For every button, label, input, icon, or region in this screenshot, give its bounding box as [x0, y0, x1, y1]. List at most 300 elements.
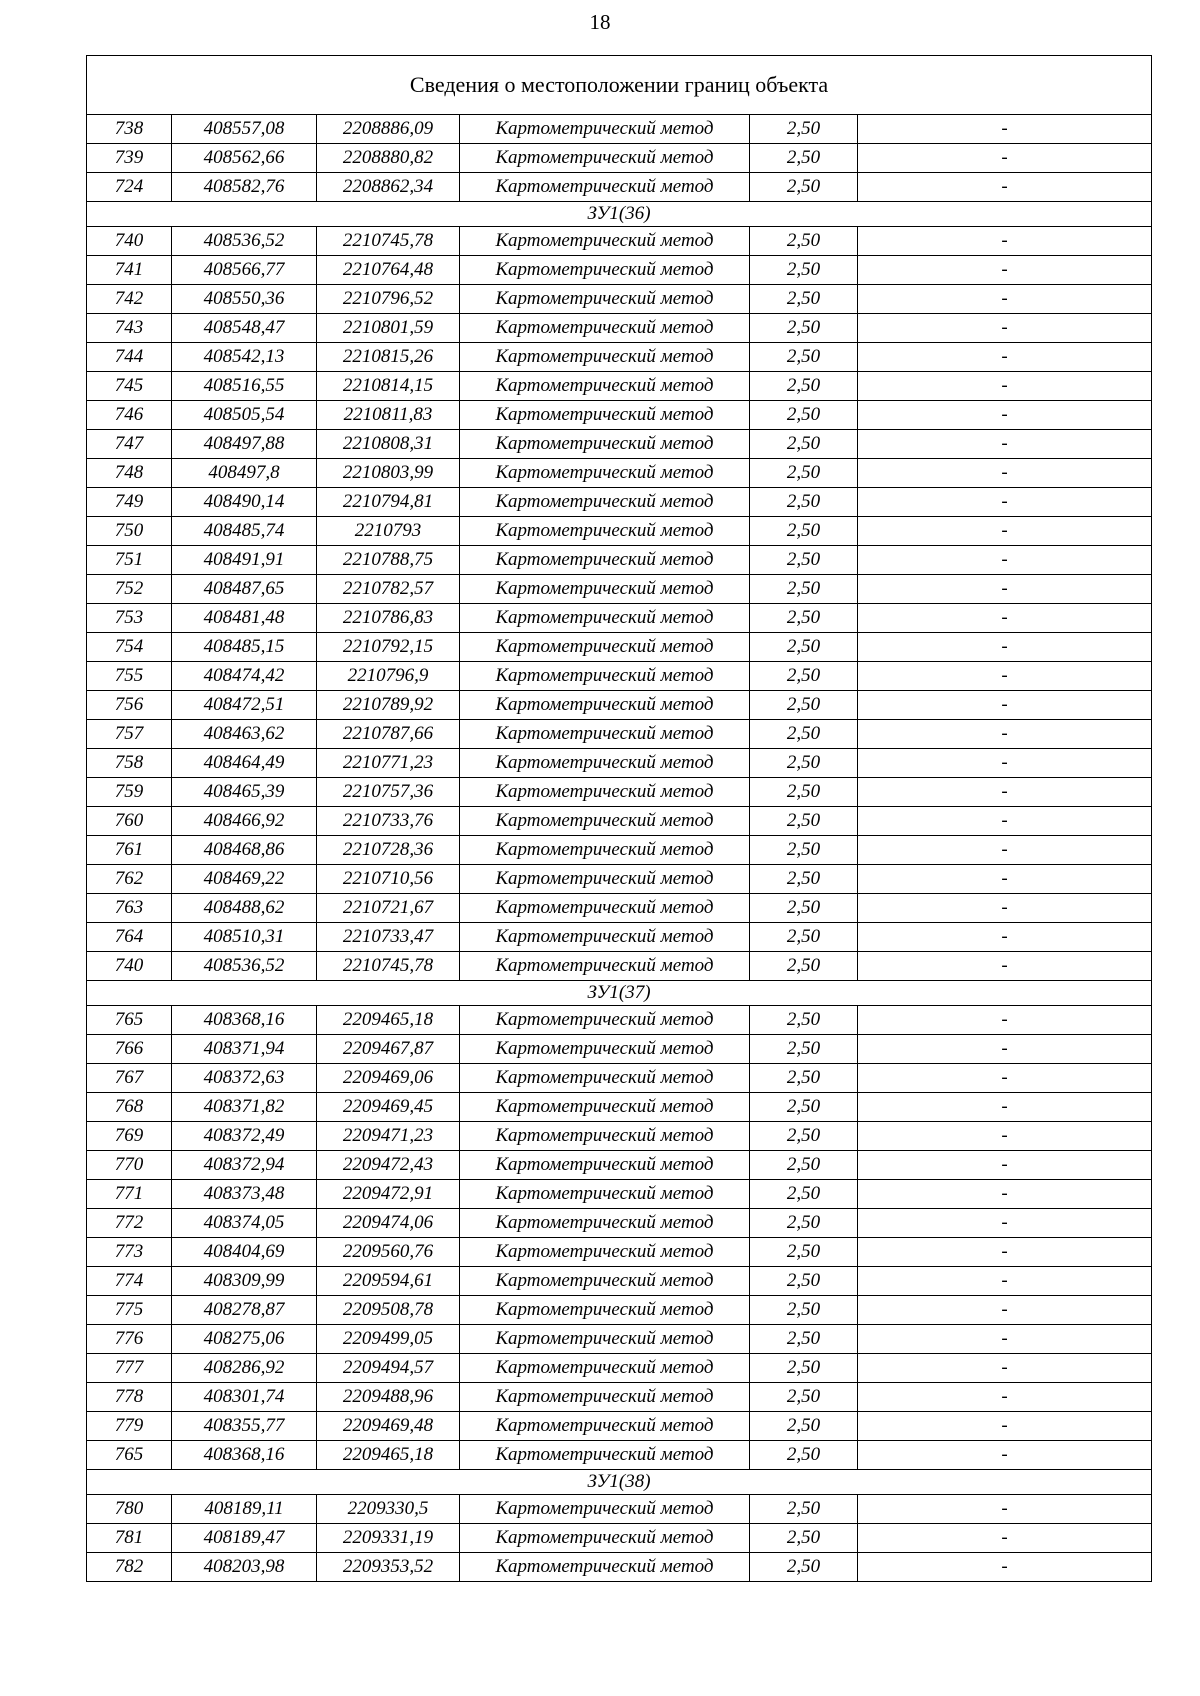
accuracy-cell: 2,50 [750, 604, 858, 633]
accuracy-cell: 2,50 [750, 372, 858, 401]
method-cell: Картометрический метод [460, 314, 750, 343]
x-coordinate-cell: 408497,8 [172, 459, 317, 488]
x-coordinate-cell: 408373,48 [172, 1180, 317, 1209]
y-coordinate-cell: 2210728,36 [317, 836, 460, 865]
point-number-cell: 777 [87, 1354, 172, 1383]
table-row [87, 604, 1152, 633]
table-row [87, 1267, 1152, 1296]
method-cell: Картометрический метод [460, 343, 750, 372]
table-body [87, 56, 1152, 1582]
accuracy-cell: 2,50 [750, 1495, 858, 1524]
point-number-cell: 753 [87, 604, 172, 633]
table-row [87, 720, 1152, 749]
accuracy-cell: 2,50 [750, 807, 858, 836]
point-number-cell: 768 [87, 1093, 172, 1122]
method-cell: Картометрический метод [460, 1553, 750, 1582]
y-coordinate-cell: 2209353,52 [317, 1553, 460, 1582]
point-number-cell: 760 [87, 807, 172, 836]
x-coordinate-cell: 408491,91 [172, 546, 317, 575]
table-row [87, 227, 1152, 256]
y-coordinate-cell: 2210733,76 [317, 807, 460, 836]
point-number-cell: 750 [87, 517, 172, 546]
x-coordinate-cell: 408368,16 [172, 1441, 317, 1470]
page-number: 18 [589, 10, 611, 34]
table-row [87, 314, 1152, 343]
x-coordinate-cell: 408309,99 [172, 1267, 317, 1296]
table-row [87, 1495, 1152, 1524]
table-row [87, 343, 1152, 372]
accuracy-cell: 2,50 [750, 517, 858, 546]
point-number-cell: 747 [87, 430, 172, 459]
accuracy-cell: 2,50 [750, 1064, 858, 1093]
description-cell: - [858, 1383, 1152, 1412]
y-coordinate-cell: 2210782,57 [317, 575, 460, 604]
point-number-cell: 780 [87, 1495, 172, 1524]
x-coordinate-cell: 408371,82 [172, 1093, 317, 1122]
x-coordinate-cell: 408474,42 [172, 662, 317, 691]
method-cell: Картометрический метод [460, 1495, 750, 1524]
method-cell: Картометрический метод [460, 256, 750, 285]
description-cell: - [858, 952, 1152, 981]
y-coordinate-cell: 2210815,26 [317, 343, 460, 372]
accuracy-cell: 2,50 [750, 633, 858, 662]
point-number-cell: 773 [87, 1238, 172, 1267]
point-number-cell: 779 [87, 1412, 172, 1441]
description-cell: - [858, 1495, 1152, 1524]
method-cell: Картометрический метод [460, 1238, 750, 1267]
description-cell: - [858, 1209, 1152, 1238]
description-cell: - [858, 256, 1152, 285]
y-coordinate-cell: 2210786,83 [317, 604, 460, 633]
accuracy-cell: 2,50 [750, 691, 858, 720]
accuracy-cell: 2,50 [750, 1093, 858, 1122]
table-row [87, 1238, 1152, 1267]
x-coordinate-cell: 408466,92 [172, 807, 317, 836]
point-number-cell: 740 [87, 227, 172, 256]
table-row [87, 1209, 1152, 1238]
point-number-cell: 761 [87, 836, 172, 865]
accuracy-cell: 2,50 [750, 227, 858, 256]
y-coordinate-cell: 2209469,06 [317, 1064, 460, 1093]
x-coordinate-cell: 408550,36 [172, 285, 317, 314]
table-row [87, 459, 1152, 488]
y-coordinate-cell: 2210745,78 [317, 952, 460, 981]
description-cell: - [858, 1296, 1152, 1325]
y-coordinate-cell: 2209494,57 [317, 1354, 460, 1383]
description-cell: - [858, 836, 1152, 865]
description-cell: - [858, 1524, 1152, 1553]
point-number-cell: 749 [87, 488, 172, 517]
section-header-row [87, 202, 1152, 227]
accuracy-cell: 2,50 [750, 1524, 858, 1553]
description-cell: - [858, 1064, 1152, 1093]
section-header: ЗУ1(38) [87, 1470, 1152, 1495]
x-coordinate-cell: 408372,63 [172, 1064, 317, 1093]
method-cell: Картометрический метод [460, 1296, 750, 1325]
x-coordinate-cell: 408468,86 [172, 836, 317, 865]
y-coordinate-cell: 2210794,81 [317, 488, 460, 517]
description-cell: - [858, 343, 1152, 372]
method-cell: Картометрический метод [460, 517, 750, 546]
x-coordinate-cell: 408275,06 [172, 1325, 317, 1354]
description-cell: - [858, 1238, 1152, 1267]
method-cell: Картометрический метод [460, 1209, 750, 1238]
method-cell: Картометрический метод [460, 1267, 750, 1296]
table-row [87, 662, 1152, 691]
accuracy-cell: 2,50 [750, 256, 858, 285]
point-number-cell: 782 [87, 1553, 172, 1582]
method-cell: Картометрический метод [460, 1064, 750, 1093]
method-cell: Картометрический метод [460, 604, 750, 633]
accuracy-cell: 2,50 [750, 1267, 858, 1296]
accuracy-cell: 2,50 [750, 662, 858, 691]
table-row [87, 1035, 1152, 1064]
accuracy-cell: 2,50 [750, 749, 858, 778]
table-row [87, 517, 1152, 546]
x-coordinate-cell: 408404,69 [172, 1238, 317, 1267]
point-number-cell: 776 [87, 1325, 172, 1354]
accuracy-cell: 2,50 [750, 952, 858, 981]
y-coordinate-cell: 2209474,06 [317, 1209, 460, 1238]
accuracy-cell: 2,50 [750, 1325, 858, 1354]
description-cell: - [858, 1006, 1152, 1035]
y-coordinate-cell: 2210801,59 [317, 314, 460, 343]
x-coordinate-cell: 408505,54 [172, 401, 317, 430]
accuracy-cell: 2,50 [750, 1553, 858, 1582]
accuracy-cell: 2,50 [750, 1441, 858, 1470]
accuracy-cell: 2,50 [750, 720, 858, 749]
table-row [87, 836, 1152, 865]
description-cell: - [858, 430, 1152, 459]
table-row [87, 115, 1152, 144]
description-cell: - [858, 1267, 1152, 1296]
table-row [87, 1122, 1152, 1151]
y-coordinate-cell: 2210710,56 [317, 865, 460, 894]
accuracy-cell: 2,50 [750, 459, 858, 488]
accuracy-cell: 2,50 [750, 546, 858, 575]
accuracy-cell: 2,50 [750, 144, 858, 173]
accuracy-cell: 2,50 [750, 1412, 858, 1441]
section-header-row [87, 1470, 1152, 1495]
y-coordinate-cell: 2209594,61 [317, 1267, 460, 1296]
accuracy-cell: 2,50 [750, 1238, 858, 1267]
table-row [87, 865, 1152, 894]
y-coordinate-cell: 2209560,76 [317, 1238, 460, 1267]
point-number-cell: 724 [87, 173, 172, 202]
x-coordinate-cell: 408542,13 [172, 343, 317, 372]
method-cell: Картометрический метод [460, 1093, 750, 1122]
description-cell: - [858, 720, 1152, 749]
table-row [87, 575, 1152, 604]
description-cell: - [858, 1151, 1152, 1180]
x-coordinate-cell: 408469,22 [172, 865, 317, 894]
accuracy-cell: 2,50 [750, 1354, 858, 1383]
point-number-cell: 751 [87, 546, 172, 575]
table-row [87, 1553, 1152, 1582]
method-cell: Картометрический метод [460, 894, 750, 923]
accuracy-cell: 2,50 [750, 401, 858, 430]
y-coordinate-cell: 2209469,48 [317, 1412, 460, 1441]
point-number-cell: 745 [87, 372, 172, 401]
accuracy-cell: 2,50 [750, 1151, 858, 1180]
table-row [87, 1412, 1152, 1441]
point-number-cell: 748 [87, 459, 172, 488]
point-number-cell: 759 [87, 778, 172, 807]
table-row [87, 1524, 1152, 1553]
y-coordinate-cell: 2210792,15 [317, 633, 460, 662]
x-coordinate-cell: 408548,47 [172, 314, 317, 343]
accuracy-cell: 2,50 [750, 1035, 858, 1064]
x-coordinate-cell: 408374,05 [172, 1209, 317, 1238]
description-cell: - [858, 662, 1152, 691]
accuracy-cell: 2,50 [750, 314, 858, 343]
y-coordinate-cell: 2209471,23 [317, 1122, 460, 1151]
y-coordinate-cell: 2210789,92 [317, 691, 460, 720]
description-cell: - [858, 1093, 1152, 1122]
x-coordinate-cell: 408488,62 [172, 894, 317, 923]
table-row [87, 430, 1152, 459]
accuracy-cell: 2,50 [750, 836, 858, 865]
method-cell: Картометрический метод [460, 1006, 750, 1035]
x-coordinate-cell: 408189,11 [172, 1495, 317, 1524]
accuracy-cell: 2,50 [750, 488, 858, 517]
table-row [87, 546, 1152, 575]
description-cell: - [858, 227, 1152, 256]
method-cell: Картометрический метод [460, 1354, 750, 1383]
point-number-cell: 755 [87, 662, 172, 691]
point-number-cell: 752 [87, 575, 172, 604]
point-number-cell: 742 [87, 285, 172, 314]
description-cell: - [858, 546, 1152, 575]
method-cell: Картометрический метод [460, 952, 750, 981]
point-number-cell: 739 [87, 144, 172, 173]
method-cell: Картометрический метод [460, 778, 750, 807]
accuracy-cell: 2,50 [750, 285, 858, 314]
y-coordinate-cell: 2210803,99 [317, 459, 460, 488]
y-coordinate-cell: 2210771,23 [317, 749, 460, 778]
accuracy-cell: 2,50 [750, 865, 858, 894]
x-coordinate-cell: 408485,74 [172, 517, 317, 546]
accuracy-cell: 2,50 [750, 923, 858, 952]
x-coordinate-cell: 408463,62 [172, 720, 317, 749]
method-cell: Картометрический метод [460, 144, 750, 173]
x-coordinate-cell: 408510,31 [172, 923, 317, 952]
table-row [87, 691, 1152, 720]
accuracy-cell: 2,50 [750, 1122, 858, 1151]
description-cell: - [858, 749, 1152, 778]
x-coordinate-cell: 408536,52 [172, 952, 317, 981]
y-coordinate-cell: 2209472,91 [317, 1180, 460, 1209]
method-cell: Картометрический метод [460, 1412, 750, 1441]
table-row [87, 173, 1152, 202]
table-row [87, 401, 1152, 430]
x-coordinate-cell: 408487,65 [172, 575, 317, 604]
description-cell: - [858, 1180, 1152, 1209]
method-cell: Картометрический метод [460, 285, 750, 314]
y-coordinate-cell: 2209472,43 [317, 1151, 460, 1180]
x-coordinate-cell: 408301,74 [172, 1383, 317, 1412]
y-coordinate-cell: 2210811,83 [317, 401, 460, 430]
y-coordinate-cell: 2210814,15 [317, 372, 460, 401]
x-coordinate-cell: 408371,94 [172, 1035, 317, 1064]
x-coordinate-cell: 408372,49 [172, 1122, 317, 1151]
table-row [87, 256, 1152, 285]
description-cell: - [858, 1354, 1152, 1383]
method-cell: Картометрический метод [460, 807, 750, 836]
y-coordinate-cell: 2209499,05 [317, 1325, 460, 1354]
accuracy-cell: 2,50 [750, 430, 858, 459]
table-row [87, 1093, 1152, 1122]
method-cell: Картометрический метод [460, 1035, 750, 1064]
method-cell: Картометрический метод [460, 720, 750, 749]
point-number-cell: 771 [87, 1180, 172, 1209]
accuracy-cell: 2,50 [750, 343, 858, 372]
description-cell: - [858, 604, 1152, 633]
table-row [87, 1064, 1152, 1093]
table-row [87, 952, 1152, 981]
table-row [87, 488, 1152, 517]
description-cell: - [858, 488, 1152, 517]
point-number-cell: 756 [87, 691, 172, 720]
x-coordinate-cell: 408562,66 [172, 144, 317, 173]
method-cell: Картометрический метод [460, 836, 750, 865]
table-row [87, 1383, 1152, 1412]
y-coordinate-cell: 2210793 [317, 517, 460, 546]
point-number-cell: 778 [87, 1383, 172, 1412]
method-cell: Картометрический метод [460, 865, 750, 894]
accuracy-cell: 2,50 [750, 173, 858, 202]
description-cell: - [858, 633, 1152, 662]
accuracy-cell: 2,50 [750, 1006, 858, 1035]
y-coordinate-cell: 2210745,78 [317, 227, 460, 256]
x-coordinate-cell: 408481,48 [172, 604, 317, 633]
y-coordinate-cell: 2209465,18 [317, 1006, 460, 1035]
description-cell: - [858, 778, 1152, 807]
description-cell: - [858, 1035, 1152, 1064]
accuracy-cell: 2,50 [750, 1209, 858, 1238]
point-number-cell: 758 [87, 749, 172, 778]
table-row [87, 1006, 1152, 1035]
description-cell: - [858, 923, 1152, 952]
table-row [87, 1296, 1152, 1325]
description-cell: - [858, 372, 1152, 401]
description-cell: - [858, 575, 1152, 604]
x-coordinate-cell: 408490,14 [172, 488, 317, 517]
y-coordinate-cell: 2210757,36 [317, 778, 460, 807]
table-title: Сведения о местоположении границ объекта [87, 56, 1152, 115]
table-row [87, 778, 1152, 807]
y-coordinate-cell: 2209508,78 [317, 1296, 460, 1325]
x-coordinate-cell: 408372,94 [172, 1151, 317, 1180]
description-cell: - [858, 865, 1152, 894]
point-number-cell: 770 [87, 1151, 172, 1180]
method-cell: Картометрический метод [460, 1325, 750, 1354]
description-cell: - [858, 285, 1152, 314]
description-cell: - [858, 517, 1152, 546]
description-cell: - [858, 401, 1152, 430]
method-cell: Картометрический метод [460, 1524, 750, 1553]
table-row [87, 1354, 1152, 1383]
x-coordinate-cell: 408355,77 [172, 1412, 317, 1441]
table-row [87, 372, 1152, 401]
method-cell: Картометрический метод [460, 923, 750, 952]
table-row [87, 749, 1152, 778]
method-cell: Картометрический метод [460, 1383, 750, 1412]
y-coordinate-cell: 2210721,67 [317, 894, 460, 923]
x-coordinate-cell: 408286,92 [172, 1354, 317, 1383]
description-cell: - [858, 459, 1152, 488]
method-cell: Картометрический метод [460, 227, 750, 256]
accuracy-cell: 2,50 [750, 115, 858, 144]
x-coordinate-cell: 408582,76 [172, 173, 317, 202]
x-coordinate-cell: 408516,55 [172, 372, 317, 401]
y-coordinate-cell: 2209465,18 [317, 1441, 460, 1470]
method-cell: Картометрический метод [460, 459, 750, 488]
method-cell: Картометрический метод [460, 633, 750, 662]
description-cell: - [858, 691, 1152, 720]
y-coordinate-cell: 2208880,82 [317, 144, 460, 173]
method-cell: Картометрический метод [460, 430, 750, 459]
description-cell: - [858, 173, 1152, 202]
x-coordinate-cell: 408189,47 [172, 1524, 317, 1553]
point-number-cell: 738 [87, 115, 172, 144]
point-number-cell: 775 [87, 1296, 172, 1325]
y-coordinate-cell: 2210796,52 [317, 285, 460, 314]
section-header-row [87, 981, 1152, 1006]
description-cell: - [858, 115, 1152, 144]
y-coordinate-cell: 2210796,9 [317, 662, 460, 691]
accuracy-cell: 2,50 [750, 778, 858, 807]
table-row [87, 894, 1152, 923]
point-number-cell: 743 [87, 314, 172, 343]
x-coordinate-cell: 408464,49 [172, 749, 317, 778]
description-cell: - [858, 1412, 1152, 1441]
method-cell: Картометрический метод [460, 372, 750, 401]
method-cell: Картометрический метод [460, 749, 750, 778]
accuracy-cell: 2,50 [750, 894, 858, 923]
accuracy-cell: 2,50 [750, 1296, 858, 1325]
description-cell: - [858, 1553, 1152, 1582]
method-cell: Картометрический метод [460, 1180, 750, 1209]
x-coordinate-cell: 408536,52 [172, 227, 317, 256]
y-coordinate-cell: 2210788,75 [317, 546, 460, 575]
y-coordinate-cell: 2210808,31 [317, 430, 460, 459]
x-coordinate-cell: 408465,39 [172, 778, 317, 807]
point-number-cell: 740 [87, 952, 172, 981]
table-row [87, 633, 1152, 662]
x-coordinate-cell: 408203,98 [172, 1553, 317, 1582]
table-row [87, 1180, 1152, 1209]
method-cell: Картометрический метод [460, 1151, 750, 1180]
y-coordinate-cell: 2209488,96 [317, 1383, 460, 1412]
point-number-cell: 765 [87, 1006, 172, 1035]
table-row [87, 807, 1152, 836]
point-number-cell: 763 [87, 894, 172, 923]
y-coordinate-cell: 2209469,45 [317, 1093, 460, 1122]
description-cell: - [858, 1441, 1152, 1470]
accuracy-cell: 2,50 [750, 1180, 858, 1209]
method-cell: Картометрический метод [460, 691, 750, 720]
accuracy-cell: 2,50 [750, 575, 858, 604]
y-coordinate-cell: 2210787,66 [317, 720, 460, 749]
method-cell: Картометрический метод [460, 173, 750, 202]
table-row [87, 1325, 1152, 1354]
method-cell: Картометрический метод [460, 1441, 750, 1470]
table-row [87, 144, 1152, 173]
method-cell: Картометрический метод [460, 1122, 750, 1151]
table-row [87, 1151, 1152, 1180]
method-cell: Картометрический метод [460, 115, 750, 144]
